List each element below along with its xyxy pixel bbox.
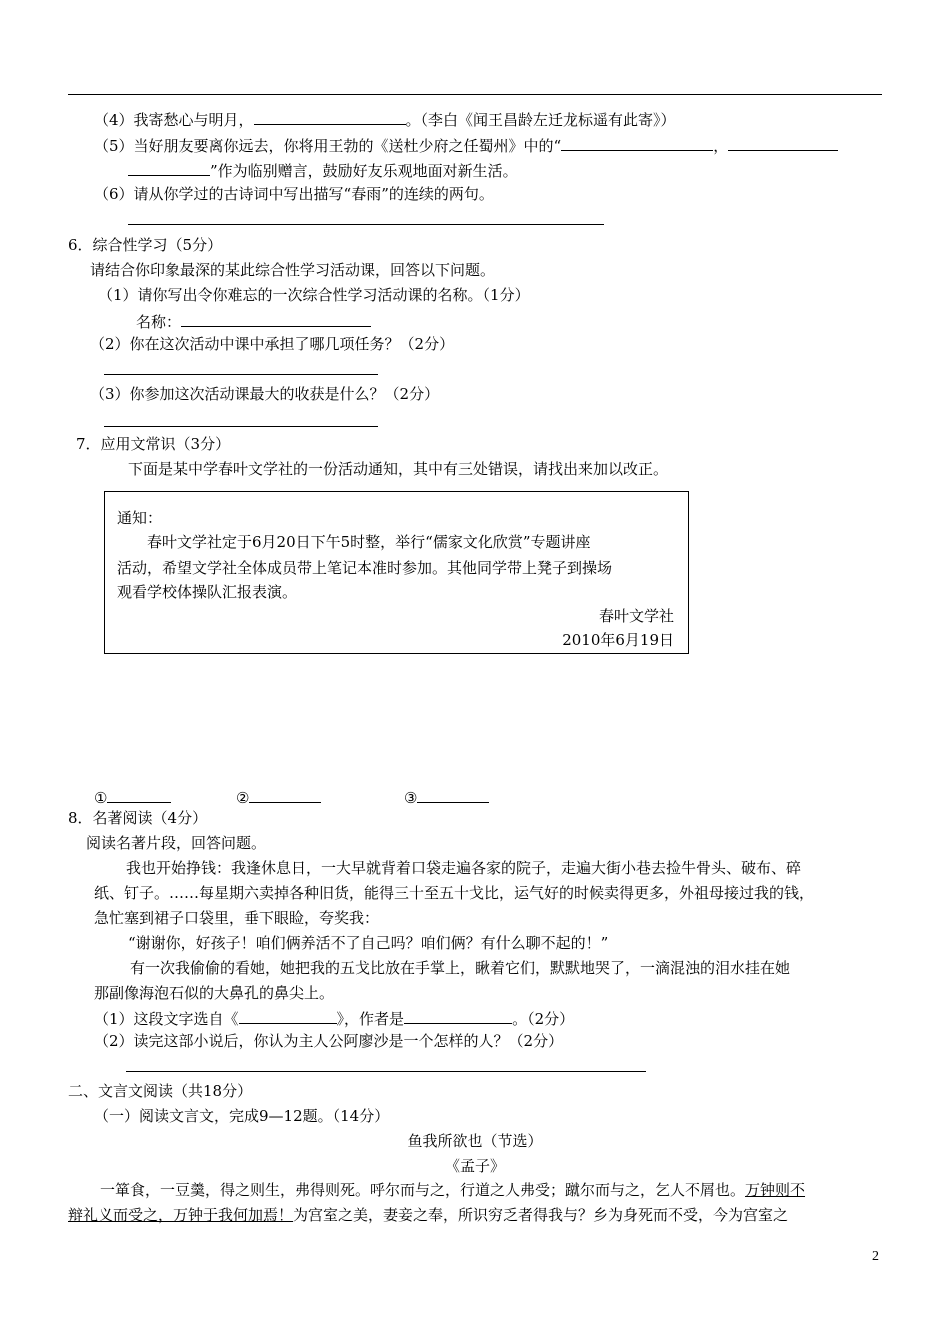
notice-signature: 春叶文学社: [598, 607, 674, 625]
q8-intro: 阅读名著片段，回答问题。: [86, 834, 267, 852]
notice-box: [104, 491, 689, 654]
passage-line: 我也开始挣钱：我逢休息日，一大早就背着口袋走遍各家的院子，走遍大街小巷去捡牛骨头、破布、碎: [126, 859, 802, 877]
essay-title: 鱼我所欲也（节选）: [407, 1132, 543, 1150]
page-number: 2: [872, 1249, 879, 1264]
notice-line: 活动，希望文学社全体成员带上笔记本准时参加。其他同学带上凳子到操场: [117, 559, 613, 577]
answer-line[interactable]: [104, 374, 378, 375]
answer-blank[interactable]: [728, 134, 838, 151]
answer-blank[interactable]: [128, 159, 210, 176]
q6-intro: 请结合你印象最深的某此综合性学习活动课，回答以下问题。: [90, 261, 496, 279]
answer-line[interactable]: [128, 224, 604, 225]
q7-answer-3: ③: [404, 786, 489, 808]
activity-name-blank[interactable]: [181, 310, 371, 327]
q7-answer-2: ②: [236, 786, 321, 808]
q5-item6: （6）请从你学过的古诗词中写出描写“春雨”的连续的两句。: [94, 185, 494, 203]
answer-blank[interactable]: [107, 786, 171, 803]
q6-sub2: （2）你在这次活动中课中承担了哪几项任务？（2分）: [90, 335, 455, 353]
section2-part1: （一）阅读文言文，完成9—12题。（14分）: [94, 1107, 390, 1125]
q8-title: 8．名著阅读（4分）: [68, 809, 208, 827]
passage-line: “谢谢你，好孩子！咱们俩养活不了自己吗？咱们俩？有什么聊不起的！”: [128, 934, 609, 952]
q7-answer-1: ①: [94, 786, 171, 808]
q8-sub2: （2）读完这部小说后，你认为主人公阿廖沙是一个怎样的人？（2分）: [94, 1032, 564, 1050]
book-title-blank[interactable]: [239, 1007, 337, 1024]
header-rule: [68, 94, 882, 95]
q5-item5: （5）当好朋友要离你远去，你将用王勃的《送杜少府之任蜀州》中的“ ，: [94, 134, 838, 156]
notice-line: 观看学校体操队汇报表演。: [117, 583, 298, 601]
notice-heading: 通知：: [117, 509, 163, 527]
answer-line[interactable]: [126, 1071, 646, 1072]
answer-blank[interactable]: [254, 108, 406, 125]
notice-line: 春叶文学社定于6月20日下午5时整，举行“儒家文化欣赏”专题讲座: [147, 533, 591, 551]
essay-line: 一箪食，一豆羹，得之则生，弗得则死。呼尔而与之，行道之人弗受；蹴尔而与之，乞人不屑也。万钟则不: [100, 1181, 806, 1199]
essay-line: 辩礼义而受之，万钟于我何加焉！为宫室之美，妻妾之奉，所识穷乏者得我与？乡为身死而不受，今为宫室之: [68, 1206, 789, 1224]
q6-title: 6．综合性学习（5分）: [68, 236, 223, 254]
passage-line: 有一次我偷偷的看她，她把我的五戈比放在手掌上，瞅着它们，默默地哭了，一滴混浊的泪水挂在她: [130, 959, 791, 977]
answer-line[interactable]: [104, 426, 378, 427]
passage-line: 那副像海泡石似的大鼻孔的鼻尖上。: [94, 984, 335, 1002]
q8-sub1: （1）这段文字选自《 》，作者是 。（2分）: [94, 1007, 574, 1029]
q6-sub1: （1）请你写出令你难忘的一次综合性学习活动课的名称。（1分）: [98, 286, 530, 304]
essay-author: 《孟子》: [444, 1157, 505, 1175]
q5-item5-line2: ”作为临别赠言，鼓励好友乐观地面对新生活。: [128, 159, 518, 181]
author-blank[interactable]: [404, 1007, 512, 1024]
q7-title: 7．应用文常识（3分）: [76, 435, 231, 453]
answer-blank[interactable]: [249, 786, 321, 803]
section2-title: 二、文言文阅读（共18分）: [68, 1082, 253, 1100]
q6-name-row: 名称：: [136, 310, 371, 332]
passage-line: 急忙塞到裙子口袋里，垂下眼睑，夸奖我：: [94, 909, 380, 927]
notice-date: 2010年6月19日: [562, 631, 674, 649]
q6-sub3: （3）你参加这次活动课最大的收获是什么？（2分）: [90, 385, 440, 403]
q5-item4: （4）我寄愁心与明月， 。（李白《闻王昌龄左迁龙标遥有此寄》）: [94, 108, 676, 130]
q7-intro: 下面是某中学春叶文学社的一份活动通知，其中有三处错误，请找出来加以改正。: [128, 460, 669, 478]
answer-blank[interactable]: [417, 786, 489, 803]
answer-blank[interactable]: [561, 134, 713, 151]
passage-line: 纸、钉子。……每星期六卖掉各种旧货，能得三十至五十戈比，运气好的时候卖得更多，外祖母接过我的钱，: [94, 884, 815, 902]
